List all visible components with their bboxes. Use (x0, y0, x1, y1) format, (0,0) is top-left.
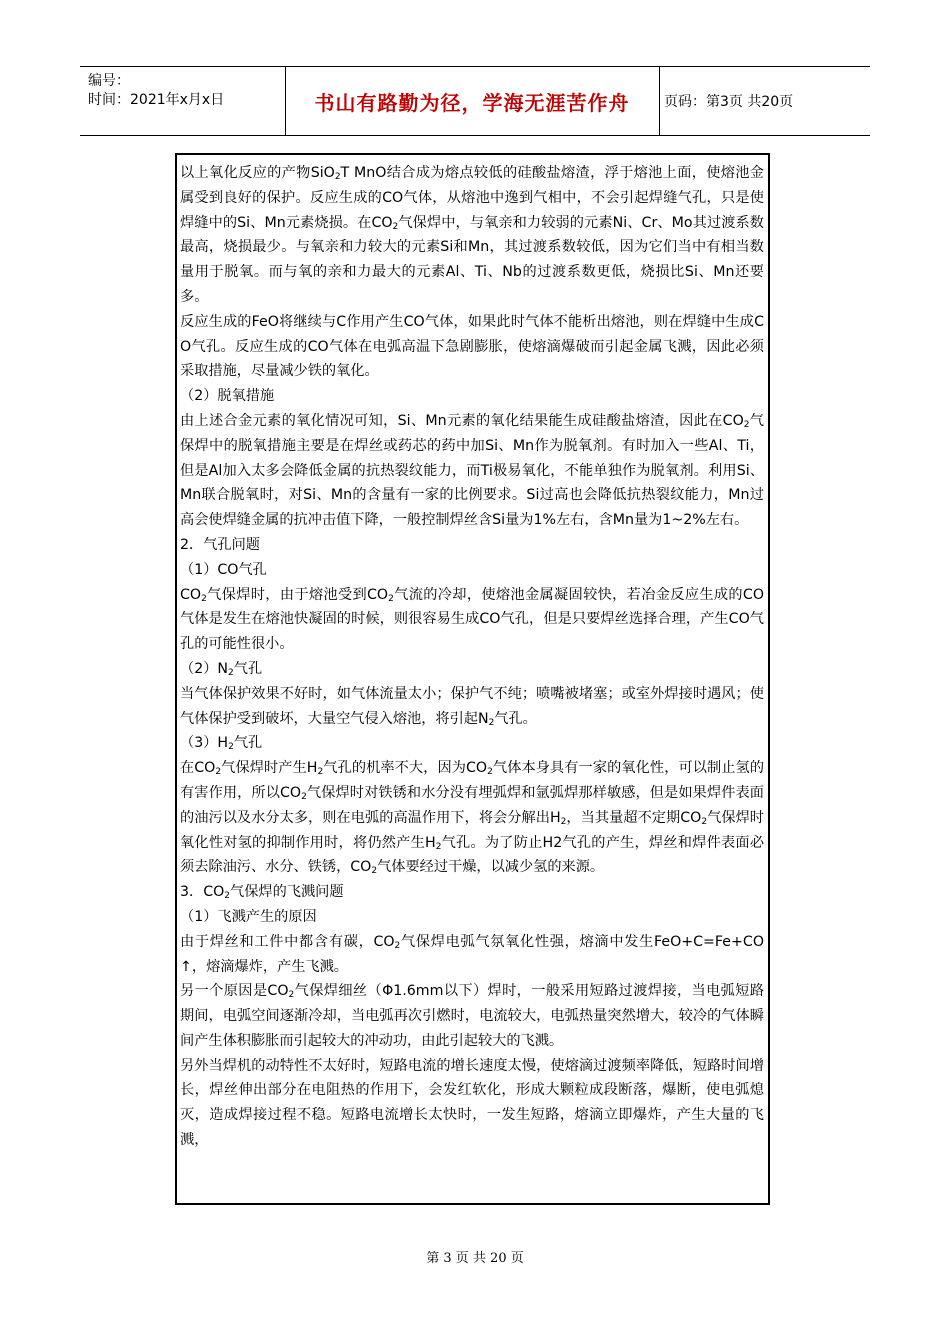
paragraph: 反应生成的FeO将继续与C作用产生CO气体，如果此时气体不能析出熔池，则在焊缝中生成CO气孔。反应生成的CO气体在电弧高温下急剧膨胀，使熔滴爆破而引起金属飞溅，因此必须采取措施，尽量减少铁的氧化。 (180, 313, 764, 380)
document-number: 编号： (88, 73, 130, 89)
content-box (175, 153, 770, 1205)
paragraph: 另一个原因是$CO_2$气保焊细丝（Φ1.6mm以下）焊时，一般采用短路过渡焊接，当电弧短路期间，电弧空间逐渐冷却，当电弧再次引燃时，电流较大，电弧热量突然增大，较冷的气体瞬间产生体积膨胀而引起较大的冲动功，由此引起较大的飞溅。 (180, 983, 765, 1049)
paragraph: 由上述合金元素的氧化情况可知，Si、Mn元素的氧化结果能生成硅酸盐熔渣，因此在$CO_2$气保焊中的脱氧措施主要是在焊丝或药芯的药中加Si、Mn作为脱氧剂。有时加入一些Al、Ti，但是Al加入太多会降低金属的抗热裂纹能力，而Ti极易氧化，不能单独作为脱氧剂。利用Si、Mn联合脱氧时，对Si、Mn的含量有一家的比例要求。Si过高也会降低抗热裂纹能力，Mn过高会使焊缝金属的抗冲击值下降，一般控制焊丝含Si量为1%左右，含Mn量为1~2%左右。 (180, 412, 764, 529)
paragraph: 以上氧化反应的产物SiO$_2$T MnO结合成为熔点较低的硅酸盐熔渣，浮于熔池上面，使熔池金属受到良好的保护。反应生成的CO气体，从熔池中逸到气相中，不会引起焊缝气孔，只是使焊缝中的Si、Mn元素烧损。在$CO_2$气保焊中，与氧亲和力较弱的元素Ni、Cr、Mo其过渡系数最高，烧损最少。与氧亲和力较大的元素Si和Mn，其过渡系数较低，因为它们当中有相当数量用于脱氧。而与氧的亲和力最大的元素Al、Ti、Nb的过渡系数更低，烧损比Si、Mn还要多。 (180, 165, 764, 305)
header-meta (88, 72, 224, 110)
paragraph: 由于焊丝和工件中都含有碳，$CO_2$气保焊电弧气氛氧化性强，熔滴中发生FeO+C=Fe+CO↑，熔滴爆炸，产生飞溅。 (180, 933, 764, 975)
paragraph: （2）脱氧措施 (180, 388, 275, 405)
paragraph: 另外当焊机的动特性不太好时，短路电流的增长速度太慢，使熔滴过渡频率降低，短路时间增长，焊丝伸出部分在电阻热的作用下，会发红软化，形成大颗粒成段断落，爆断，使电弧熄灭，造成焊接过程不稳。短路电流增长太快时，一发生短路，熔滴立即爆炸，产生大量的飞溅， (180, 1057, 764, 1149)
paragraph: 2．气孔问题 (180, 536, 260, 553)
paragraph: （1）飞溅产生的原因 (180, 908, 317, 925)
page-header (80, 66, 870, 136)
paragraph: （1）CO气孔 (180, 561, 267, 578)
header-divider (659, 66, 660, 136)
page-footer: 第 3 页 共 20 页 (426, 1251, 524, 1266)
paragraph: $CO_2$气保焊时，由于熔池受到$CO_2$气流的冷却，使熔池金属凝固较快，若冶金反应生成的CO气体是发生在熔池快凝固的时候，则很容易生成CO气孔，但是只要焊丝选择合理，产生CO气孔的可能性很小。 (180, 586, 765, 653)
paragraph: 在$CO_2$气保焊时产生$H_2$气孔的机率不大，因为$CO_2$气体本身具有一家的氧化性，可以制止氢的有害作用，所以$CO_2$气保焊时对铁锈和水分没有埋弧焊和氩弧焊那样敏感，但是如果焊件表面的油污以及水分太多，则在电弧的高温作用下，将会分解出$H_2$，当其量超不定期$CO_2$气保焊时氧化性对氢的抑制作用时，将仍然产生$H_2$气孔。为了防止H2气孔的产生，焊丝和焊件表面必须去除油污、水分、铁锈，$CO_2$气体要经过干燥，以减少氢的来源。 (180, 760, 765, 877)
paragraph: 当气体保护效果不好时，如气体流量太小；保护气不纯；喷嘴被堵塞；或室外焊接时遇风；使气体保护受到破坏，大量空气侵入熔池，将引起$N_2$气孔。 (180, 685, 764, 728)
paragraph: 3．$CO_2$气保焊的飞溅问题 (180, 884, 344, 902)
header-motto: 书山有路勤为径，学海无涯苦作舟 (314, 90, 630, 115)
paragraph: $(3)H_2$气孔 (180, 735, 263, 753)
paragraph: $(2)N_2$气孔 (180, 660, 263, 678)
document-time: 时间：2021年x月x日 (88, 92, 225, 108)
header-page-number: 页码：第3页 共20页 (664, 94, 794, 110)
